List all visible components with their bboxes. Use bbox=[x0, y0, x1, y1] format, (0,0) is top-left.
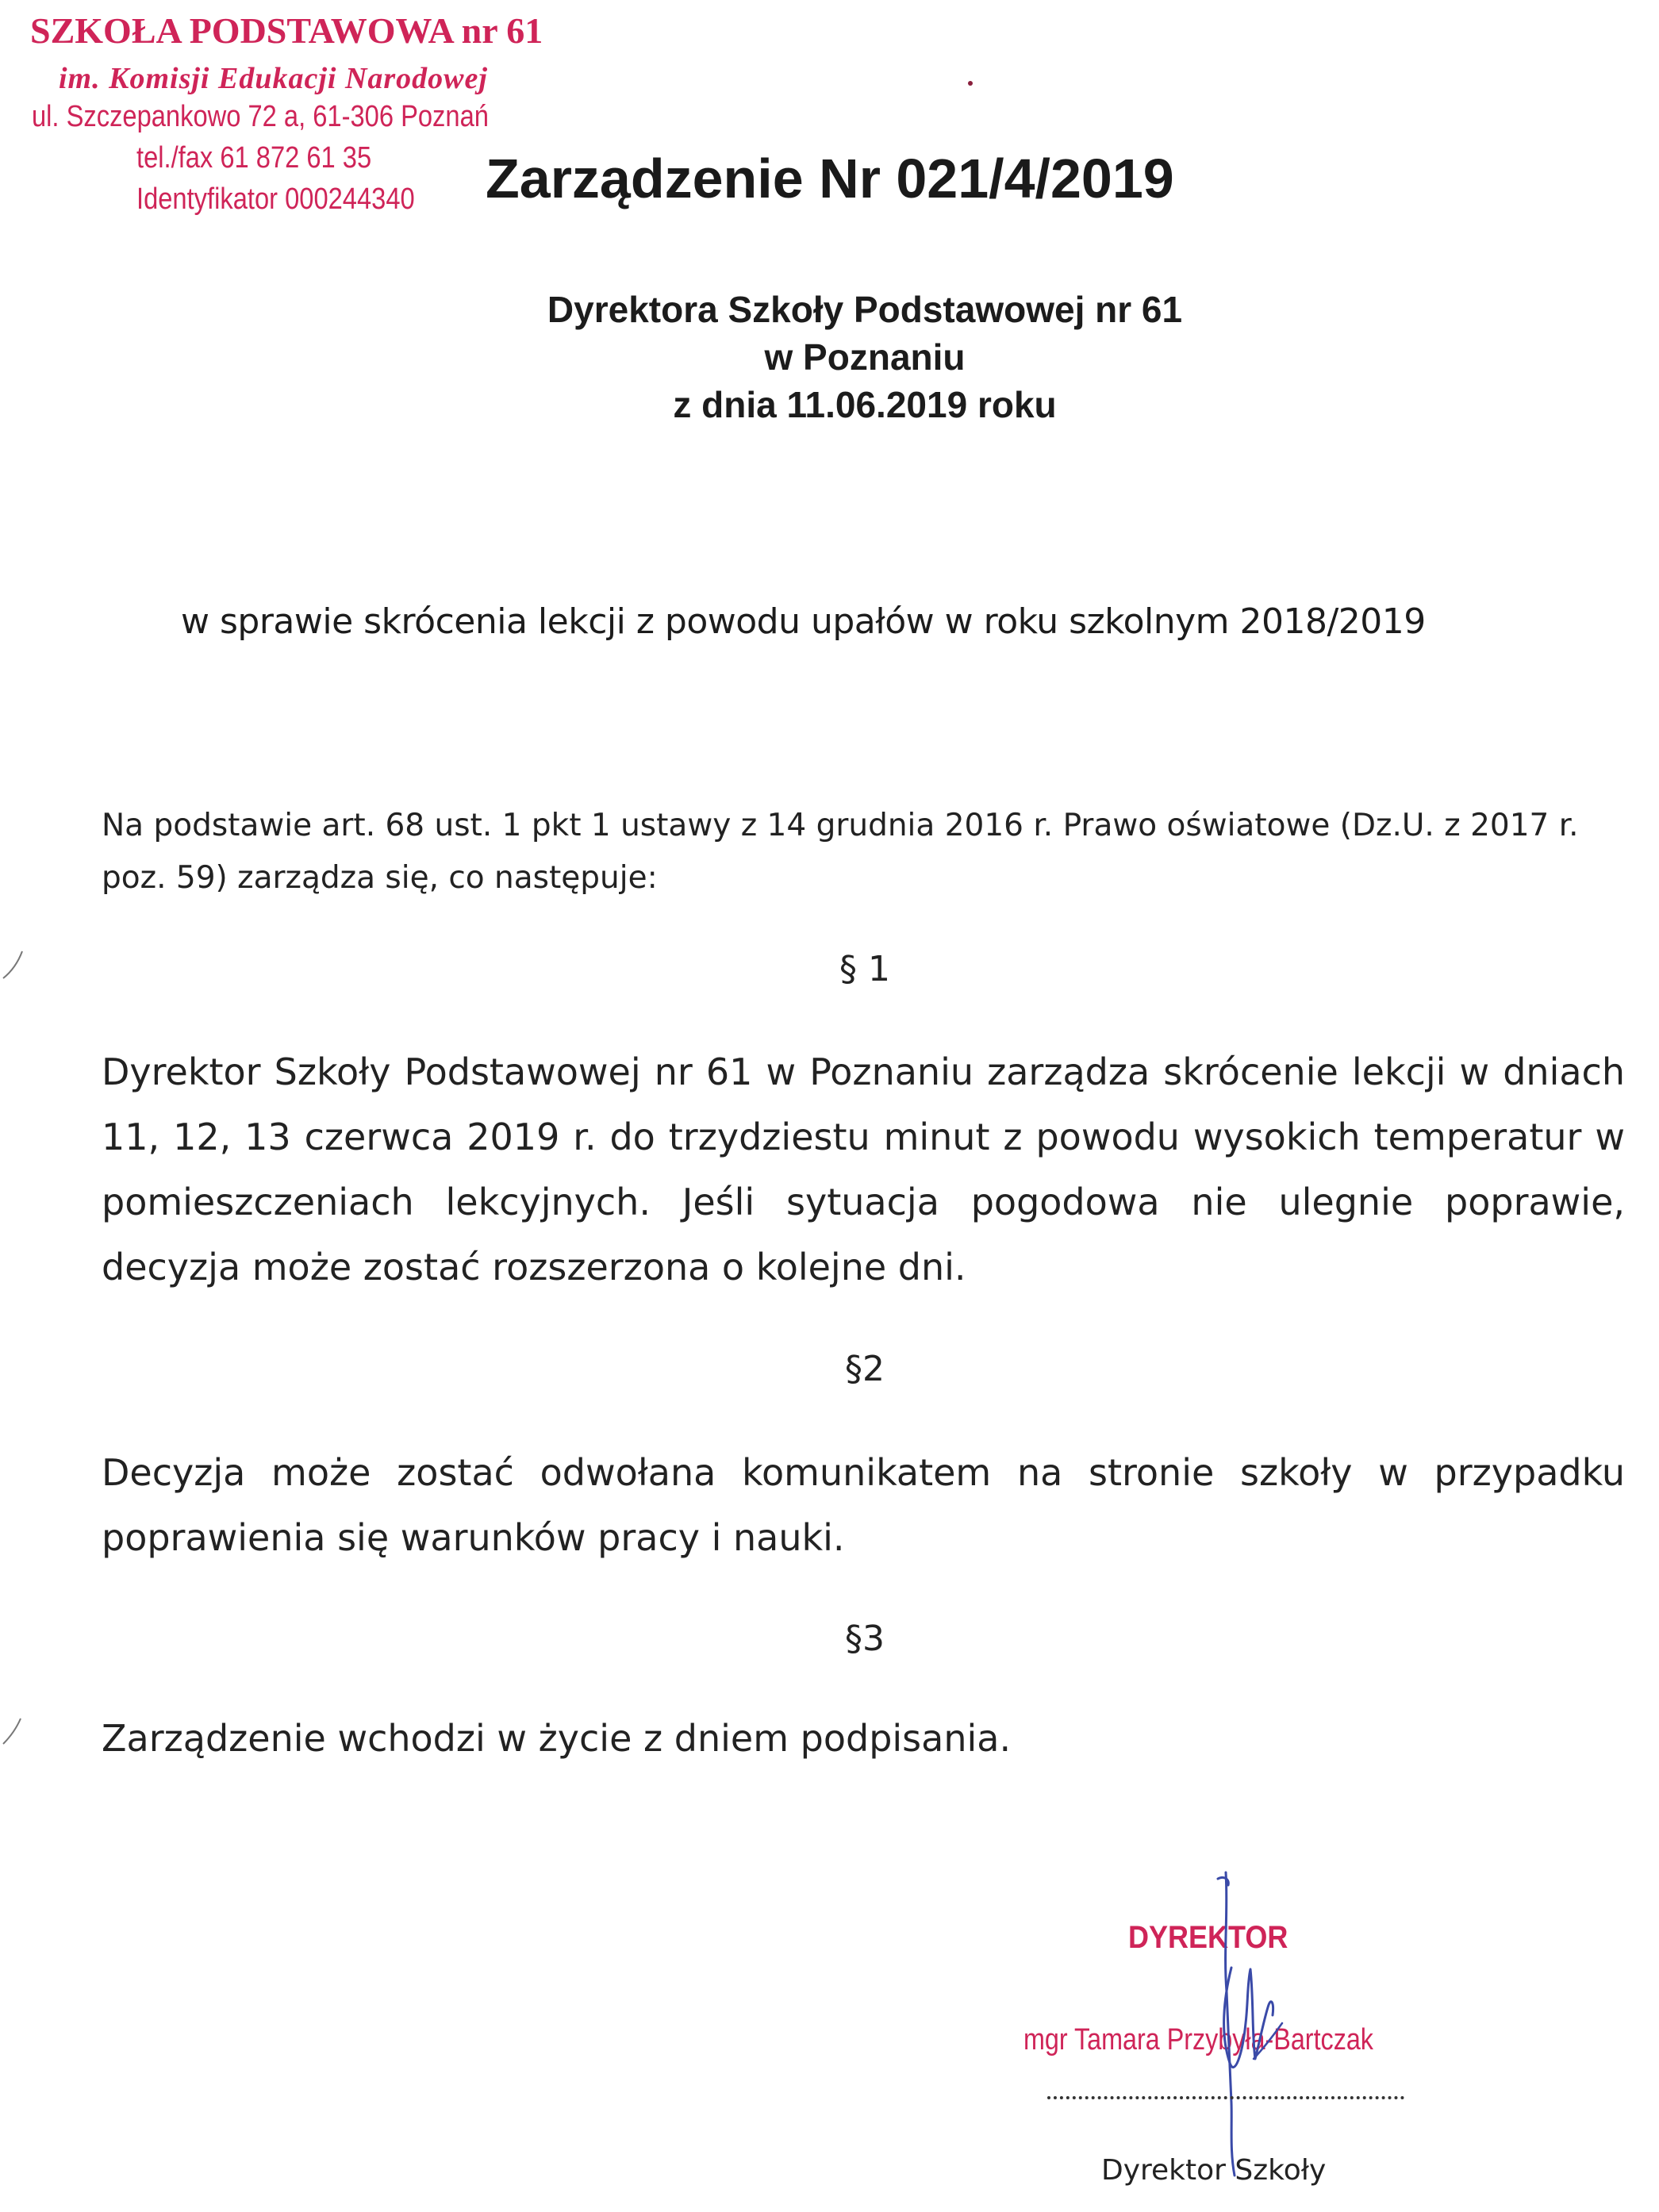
signature-caption: Dyrektor Szkoły bbox=[1101, 2154, 1327, 2187]
issuer-block bbox=[0, 286, 1659, 428]
signature-block bbox=[1016, 1864, 1460, 2198]
scan-dot-icon bbox=[966, 79, 974, 87]
stamp-patron: im. Komisji Edukacji Narodowej bbox=[59, 62, 488, 95]
document-title: Zarządzenie Nr 021/4/2019 bbox=[486, 148, 1174, 209]
scan-artifact-icon bbox=[0, 948, 32, 988]
issuer-line: Dyrektora Szkoły Podstawowej nr 61 bbox=[547, 289, 1183, 330]
stamp-identifier: Identyfikator 000244340 bbox=[136, 182, 415, 216]
section-mark: §2 bbox=[845, 1349, 885, 1389]
section-text: Dyrektor Szkoły Podstawowej nr 61 w Poznaniu zarządza skrócenie lekcji w dniach 11, 12, 13 czerwca 2019 r. do trzydziestu minut z powodu wysokich temperatur w pomieszczeniach lekcyjnych. Jeśli sytuacja pogodowa nie ulegnie poprawie, decyzja może zostać rozszerzona o kolejne dni. bbox=[102, 1050, 1625, 1288]
issuer-line: w Poznaniu bbox=[764, 336, 966, 378]
handwritten-signature-icon bbox=[1016, 1864, 1460, 2198]
stamp-address: ul. Szczepankowo 72 a, 61-306 Poznań bbox=[32, 100, 489, 133]
issuer-date: z dnia 11.06.2019 roku bbox=[673, 384, 1057, 425]
section-text: Zarządzenie wchodzi w życie z dniem podpisania. bbox=[102, 1717, 1012, 1760]
scan-artifact-icon bbox=[0, 1714, 32, 1753]
legal-basis: Na podstawie art. 68 ust. 1 pkt 1 ustawy z 14 grudnia 2016 r. Prawo oświatowe (Dz.U. z 2017 r. poz. 59) zarządza się, co następuje: bbox=[102, 808, 1579, 896]
stamp-phone: tel./fax 61 872 61 35 bbox=[136, 141, 372, 175]
signature-line bbox=[1047, 2096, 1404, 2099]
signature-stamp-role: DYREKTOR bbox=[1128, 1920, 1288, 1955]
document-subject: w sprawie skrócenia lekcji z powodu upałów w roku szkolnym 2018/2019 bbox=[181, 601, 1426, 642]
signature-stamp-name: mgr Tamara Przybyła-Bartczak bbox=[1023, 2023, 1373, 2056]
section-mark: § 1 bbox=[839, 949, 890, 989]
section-text: Decyzja może zostać odwołana komunikatem na stronie szkoły w przypadku poprawienia się warunków pracy i nauki. bbox=[102, 1451, 1625, 1559]
stamp-school-name: SZKOŁA PODSTAWOWA nr 61 bbox=[30, 10, 543, 51]
section-mark: §3 bbox=[845, 1619, 885, 1659]
